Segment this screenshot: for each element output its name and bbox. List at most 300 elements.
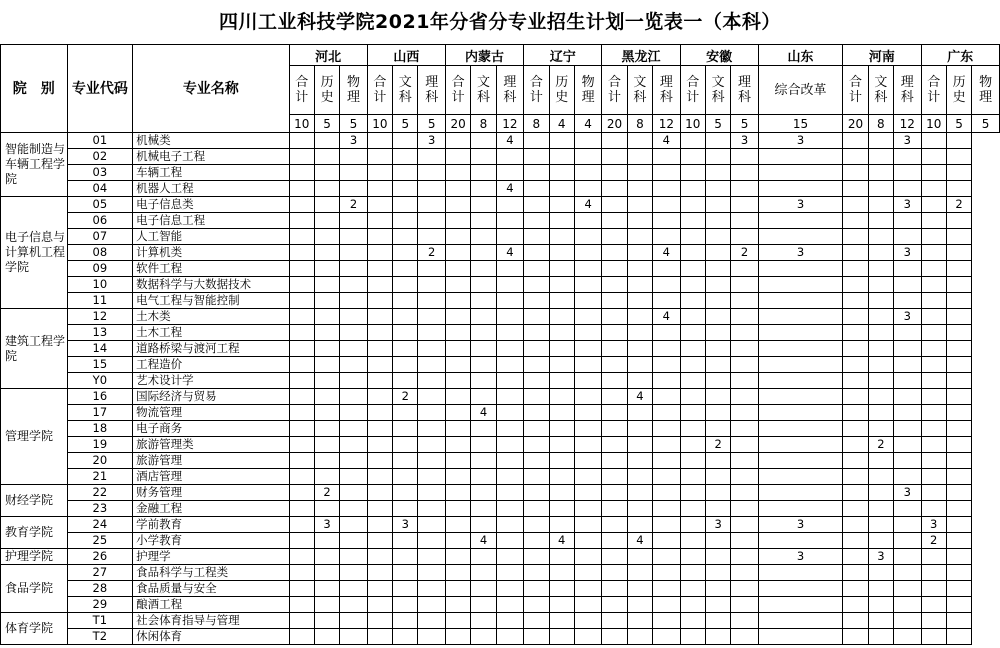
plan-value: [731, 613, 758, 629]
plan-value: [680, 277, 705, 293]
major-code: 07: [67, 229, 133, 245]
plan-value: [445, 341, 470, 357]
plan-value: [705, 469, 730, 485]
plan-value: [367, 549, 392, 565]
plan-value: [894, 181, 921, 197]
plan-value: [627, 357, 652, 373]
plan-value: [471, 613, 496, 629]
plan-value: [445, 517, 470, 533]
plan-value: [946, 133, 971, 149]
plan-value: [574, 597, 601, 613]
plan-value: [680, 165, 705, 181]
plan-value: [549, 325, 574, 341]
plan-value: [340, 485, 367, 501]
plan-value: [921, 501, 946, 517]
plan-value: [705, 453, 730, 469]
plan-value: [418, 453, 445, 469]
plan-value: [653, 517, 681, 533]
plan-value: [314, 197, 339, 213]
plan-value: [758, 501, 843, 517]
plan-value: [627, 629, 652, 645]
plan-value: [471, 469, 496, 485]
major-code: 12: [67, 309, 133, 325]
plan-value: [758, 597, 843, 613]
plan-value: [549, 165, 574, 181]
plan-value: [367, 469, 392, 485]
plan-value: [367, 389, 392, 405]
plan-value: [393, 565, 418, 581]
plan-value: [314, 229, 339, 245]
plan-value: [314, 405, 339, 421]
plan-value: [314, 613, 339, 629]
plan-value: [289, 373, 314, 389]
subject-header: [843, 66, 868, 115]
plan-value: [496, 261, 524, 277]
subject-label: 历史: [320, 75, 334, 105]
plan-value: [705, 421, 730, 437]
plan-value: 2: [921, 533, 946, 549]
plan-value: [946, 245, 971, 261]
plan-value: [314, 309, 339, 325]
plan-value: [524, 437, 549, 453]
table-row: [1, 613, 1000, 629]
plan-value: [524, 245, 549, 261]
plan-value: [602, 485, 627, 501]
plan-value: [868, 373, 893, 389]
enrollment-plan-table: [0, 44, 1000, 645]
plan-value: [471, 357, 496, 373]
plan-value: [367, 453, 392, 469]
plan-value: [602, 389, 627, 405]
plan-value: [574, 149, 601, 165]
plan-value: [627, 613, 652, 629]
plan-value: [445, 405, 470, 421]
plan-value: [758, 213, 843, 229]
plan-value: 2: [314, 485, 339, 501]
plan-value: [627, 581, 652, 597]
table-row: [1, 229, 1000, 245]
plan-value: [921, 485, 946, 501]
plan-value: [340, 405, 367, 421]
plan-value: [731, 517, 758, 533]
plan-value: [367, 277, 392, 293]
plan-value: [680, 149, 705, 165]
plan-value: [418, 213, 445, 229]
major-code: 03: [67, 165, 133, 181]
plan-value: [314, 629, 339, 645]
plan-value: [393, 421, 418, 437]
plan-value: [340, 373, 367, 389]
plan-value: [314, 133, 339, 149]
plan-value: [731, 213, 758, 229]
plan-value: [496, 485, 524, 501]
major-name: 艺术设计学: [133, 373, 289, 389]
plan-value: [496, 469, 524, 485]
plan-value: [314, 533, 339, 549]
college-cell: 体育学院: [1, 613, 68, 645]
plan-value: [843, 261, 868, 277]
plan-value: [758, 629, 843, 645]
plan-value: [418, 437, 445, 453]
plan-value: [602, 149, 627, 165]
plan-value: [574, 133, 601, 149]
plan-value: [758, 309, 843, 325]
plan-value: [367, 357, 392, 373]
plan-value: [731, 629, 758, 645]
plan-value: [758, 293, 843, 309]
plan-value: [471, 373, 496, 389]
plan-value: [843, 405, 868, 421]
plan-value: [418, 613, 445, 629]
college-cell: 食品学院: [1, 565, 68, 613]
plan-value: [549, 565, 574, 581]
table-row: [1, 181, 1000, 197]
plan-value: [843, 245, 868, 261]
plan-value: [602, 341, 627, 357]
plan-value: [340, 453, 367, 469]
college-cell: 电子信息与计算机工程学院: [1, 197, 68, 309]
plan-value: [445, 197, 470, 213]
plan-value: [574, 421, 601, 437]
plan-value: [574, 325, 601, 341]
plan-value: [946, 389, 971, 405]
plan-value: [340, 149, 367, 165]
table-row: [1, 549, 1000, 565]
table-row: [1, 277, 1000, 293]
plan-value: [731, 389, 758, 405]
plan-value: [731, 373, 758, 389]
plan-value: [445, 213, 470, 229]
plan-value: [393, 533, 418, 549]
province-header: 河南: [843, 45, 921, 66]
major-code: T1: [67, 613, 133, 629]
subject-label: 物理: [346, 75, 360, 105]
plan-value: [602, 357, 627, 373]
plan-value: [731, 325, 758, 341]
subject-header: [602, 66, 627, 115]
plan-value: [445, 165, 470, 181]
major-code: 18: [67, 421, 133, 437]
plan-value: [367, 597, 392, 613]
plan-value: [393, 309, 418, 325]
plan-value: [524, 421, 549, 437]
quota-cell: 5: [731, 115, 758, 133]
plan-value: [680, 421, 705, 437]
plan-value: [418, 277, 445, 293]
plan-value: [549, 437, 574, 453]
major-code: 05: [67, 197, 133, 213]
plan-value: 3: [340, 133, 367, 149]
plan-value: [868, 229, 893, 245]
plan-value: 3: [758, 133, 843, 149]
plan-value: [314, 437, 339, 453]
major-code: 28: [67, 581, 133, 597]
plan-value: [946, 405, 971, 421]
plan-value: [602, 533, 627, 549]
plan-value: [340, 613, 367, 629]
quota-cell: 8: [627, 115, 652, 133]
subject-label: 文科: [398, 75, 412, 105]
plan-value: [549, 229, 574, 245]
plan-value: [946, 485, 971, 501]
plan-value: [289, 501, 314, 517]
plan-value: 3: [418, 133, 445, 149]
plan-value: [894, 341, 921, 357]
plan-value: [367, 485, 392, 501]
major-code: 02: [67, 149, 133, 165]
table-row: [1, 469, 1000, 485]
plan-value: [758, 405, 843, 421]
plan-value: [868, 629, 893, 645]
plan-value: [602, 181, 627, 197]
plan-value: [367, 133, 392, 149]
quota-cell: 8: [868, 115, 893, 133]
plan-value: [705, 181, 730, 197]
plan-value: [574, 341, 601, 357]
plan-value: 4: [471, 533, 496, 549]
plan-value: [705, 213, 730, 229]
plan-value: [921, 261, 946, 277]
plan-value: [680, 197, 705, 213]
plan-value: [496, 597, 524, 613]
plan-value: [627, 501, 652, 517]
plan-value: [653, 341, 681, 357]
plan-value: [894, 213, 921, 229]
quota-cell: 10: [289, 115, 314, 133]
plan-value: [602, 613, 627, 629]
plan-value: [289, 181, 314, 197]
plan-value: [289, 277, 314, 293]
major-name: 物流管理: [133, 405, 289, 421]
plan-value: [524, 373, 549, 389]
plan-value: [445, 133, 470, 149]
plan-value: [680, 533, 705, 549]
plan-value: 4: [496, 181, 524, 197]
plan-value: [894, 597, 921, 613]
plan-value: [367, 213, 392, 229]
plan-value: [289, 533, 314, 549]
plan-value: [758, 341, 843, 357]
plan-value: [574, 405, 601, 421]
plan-value: [731, 341, 758, 357]
plan-value: 4: [627, 389, 652, 405]
plan-value: [946, 373, 971, 389]
plan-value: [705, 245, 730, 261]
table-row: [1, 149, 1000, 165]
plan-value: [393, 437, 418, 453]
plan-value: [653, 389, 681, 405]
plan-value: [843, 277, 868, 293]
plan-value: [602, 453, 627, 469]
plan-value: 3: [894, 197, 921, 213]
plan-value: [627, 373, 652, 389]
subject-header: [367, 66, 392, 115]
plan-value: 4: [627, 533, 652, 549]
plan-value: [393, 469, 418, 485]
plan-value: [471, 197, 496, 213]
plan-value: [393, 453, 418, 469]
plan-value: [653, 453, 681, 469]
plan-value: [627, 421, 652, 437]
plan-value: [705, 229, 730, 245]
plan-value: [843, 485, 868, 501]
major-name: 机械电子工程: [133, 149, 289, 165]
plan-value: [921, 293, 946, 309]
major-code: 01: [67, 133, 133, 149]
plan-value: 3: [921, 517, 946, 533]
plan-value: [289, 613, 314, 629]
plan-value: [574, 165, 601, 181]
plan-value: [868, 293, 893, 309]
plan-value: [445, 373, 470, 389]
plan-value: [393, 597, 418, 613]
table-row: [1, 197, 1000, 213]
plan-value: [921, 629, 946, 645]
plan-value: [946, 325, 971, 341]
table-row: [1, 437, 1000, 453]
plan-value: [445, 421, 470, 437]
table-row: [1, 565, 1000, 581]
plan-value: [314, 341, 339, 357]
plan-value: [680, 245, 705, 261]
plan-value: [946, 213, 971, 229]
plan-value: 3: [894, 133, 921, 149]
plan-value: [602, 373, 627, 389]
plan-value: [758, 357, 843, 373]
table-row: [1, 357, 1000, 373]
plan-value: [705, 533, 730, 549]
plan-value: [627, 245, 652, 261]
plan-value: [653, 629, 681, 645]
plan-value: [758, 229, 843, 245]
plan-value: [574, 293, 601, 309]
plan-value: [445, 325, 470, 341]
plan-value: [627, 181, 652, 197]
subject-label: 文科: [633, 75, 647, 105]
major-name: 电子商务: [133, 421, 289, 437]
plan-value: [705, 389, 730, 405]
plan-value: [340, 341, 367, 357]
subject-label: 理科: [425, 75, 439, 105]
plan-value: [471, 325, 496, 341]
plan-value: [627, 261, 652, 277]
plan-value: [680, 405, 705, 421]
plan-value: [731, 197, 758, 213]
major-name: 酿酒工程: [133, 597, 289, 613]
plan-value: [868, 517, 893, 533]
plan-value: [868, 469, 893, 485]
plan-value: [868, 245, 893, 261]
plan-value: [524, 149, 549, 165]
major-code: 08: [67, 245, 133, 261]
plan-value: [731, 277, 758, 293]
plan-value: [627, 565, 652, 581]
plan-value: 3: [868, 549, 893, 565]
quota-cell: 5: [972, 115, 1000, 133]
province-header: 安徽: [680, 45, 758, 66]
plan-value: [627, 405, 652, 421]
plan-value: [758, 581, 843, 597]
plan-value: [367, 581, 392, 597]
subject-header: [496, 66, 524, 115]
plan-value: [340, 469, 367, 485]
major-code: 22: [67, 485, 133, 501]
table-row: [1, 309, 1000, 325]
plan-value: [843, 421, 868, 437]
major-code: 29: [67, 597, 133, 613]
major-code: 20: [67, 453, 133, 469]
plan-value: [921, 277, 946, 293]
plan-value: [574, 277, 601, 293]
plan-value: [946, 581, 971, 597]
plan-value: [946, 565, 971, 581]
subject-label: 历史: [555, 75, 569, 105]
plan-value: [705, 341, 730, 357]
plan-value: [574, 613, 601, 629]
plan-value: [549, 501, 574, 517]
plan-value: [868, 501, 893, 517]
quota-cell: 8: [471, 115, 496, 133]
table-row: [1, 325, 1000, 341]
plan-value: [705, 197, 730, 213]
plan-value: [524, 485, 549, 501]
plan-value: [602, 581, 627, 597]
plan-value: [393, 261, 418, 277]
plan-value: [574, 437, 601, 453]
plan-value: [471, 549, 496, 565]
plan-value: [471, 261, 496, 277]
plan-value: [289, 133, 314, 149]
plan-value: [418, 293, 445, 309]
table-row: [1, 629, 1000, 645]
plan-value: [868, 309, 893, 325]
plan-value: [894, 469, 921, 485]
table-row: [1, 517, 1000, 533]
plan-value: [393, 357, 418, 373]
plan-value: [627, 437, 652, 453]
plan-value: [418, 597, 445, 613]
plan-value: [680, 549, 705, 565]
plan-value: [574, 245, 601, 261]
plan-value: [549, 469, 574, 485]
plan-value: [289, 597, 314, 613]
plan-value: [367, 421, 392, 437]
quota-cell: 12: [653, 115, 681, 133]
plan-value: [843, 437, 868, 453]
plan-value: [418, 229, 445, 245]
plan-value: [602, 229, 627, 245]
plan-value: [524, 549, 549, 565]
plan-value: [894, 229, 921, 245]
plan-value: [418, 165, 445, 181]
plan-value: [921, 437, 946, 453]
plan-value: [680, 181, 705, 197]
subject-label: 理科: [503, 75, 517, 105]
plan-value: [496, 629, 524, 645]
plan-value: [843, 565, 868, 581]
subject-label: 文科: [874, 75, 888, 105]
plan-value: [731, 261, 758, 277]
plan-value: 2: [393, 389, 418, 405]
plan-value: [921, 469, 946, 485]
plan-value: [524, 629, 549, 645]
subject-label: 合计: [373, 75, 387, 105]
province-header: 黑龙江: [602, 45, 680, 66]
subject-header: [705, 66, 730, 115]
plan-value: [289, 581, 314, 597]
plan-value: [731, 357, 758, 373]
plan-value: [340, 357, 367, 373]
